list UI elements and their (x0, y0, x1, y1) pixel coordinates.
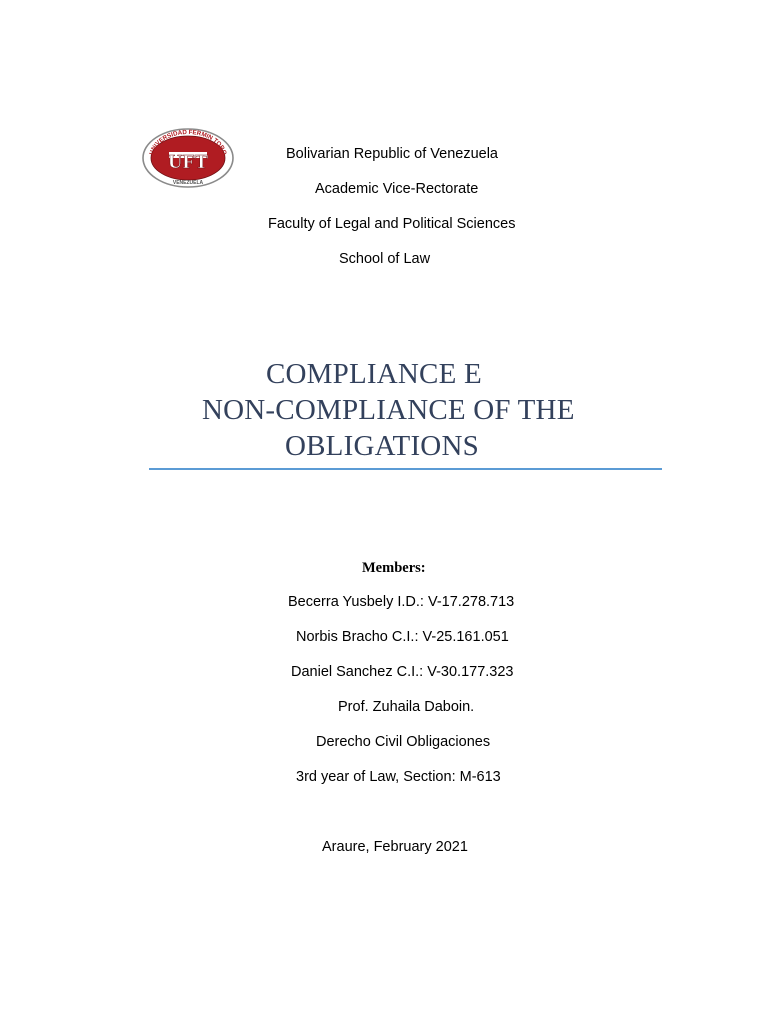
title-line-1: COMPLIANCE E (266, 358, 482, 390)
seal-ring-textpath: UNIVERSIDAD FERMIN TORO (148, 128, 228, 156)
university-seal-logo (141, 127, 235, 189)
title-underline-rule (149, 468, 662, 470)
course-section: 3rd year of Law, Section: M-613 (296, 769, 501, 785)
header-republic: Bolivarian Republic of Venezuela (286, 146, 498, 162)
professor-name: Prof. Zuhaila Daboin. (338, 699, 475, 715)
seal-monogram: UFT (168, 151, 208, 173)
header-school: School of Law (339, 251, 431, 267)
place-and-date: Araure, February 2021 (322, 839, 468, 855)
member-2: Norbis Bracho C.I.: V-25.161.051 (296, 629, 509, 645)
member-3: Daniel Sanchez C.I.: V-30.177.323 (291, 664, 514, 680)
seal-bottom-text: VENEZUELA (172, 180, 204, 186)
header-vice-rectorate: Academic Vice-Rectorate (315, 181, 479, 197)
member-1: Becerra Yusbely I.D.: V-17.278.713 (288, 594, 515, 610)
members-heading: Members: (362, 560, 426, 576)
title-line-2: NON-COMPLIANCE OF THE (202, 394, 575, 426)
course-name: Derecho Civil Obligaciones (316, 734, 491, 750)
header-faculty: Faculty of Legal and Political Sciences (268, 216, 516, 232)
title-line-3: OBLIGATIONS (285, 430, 479, 462)
